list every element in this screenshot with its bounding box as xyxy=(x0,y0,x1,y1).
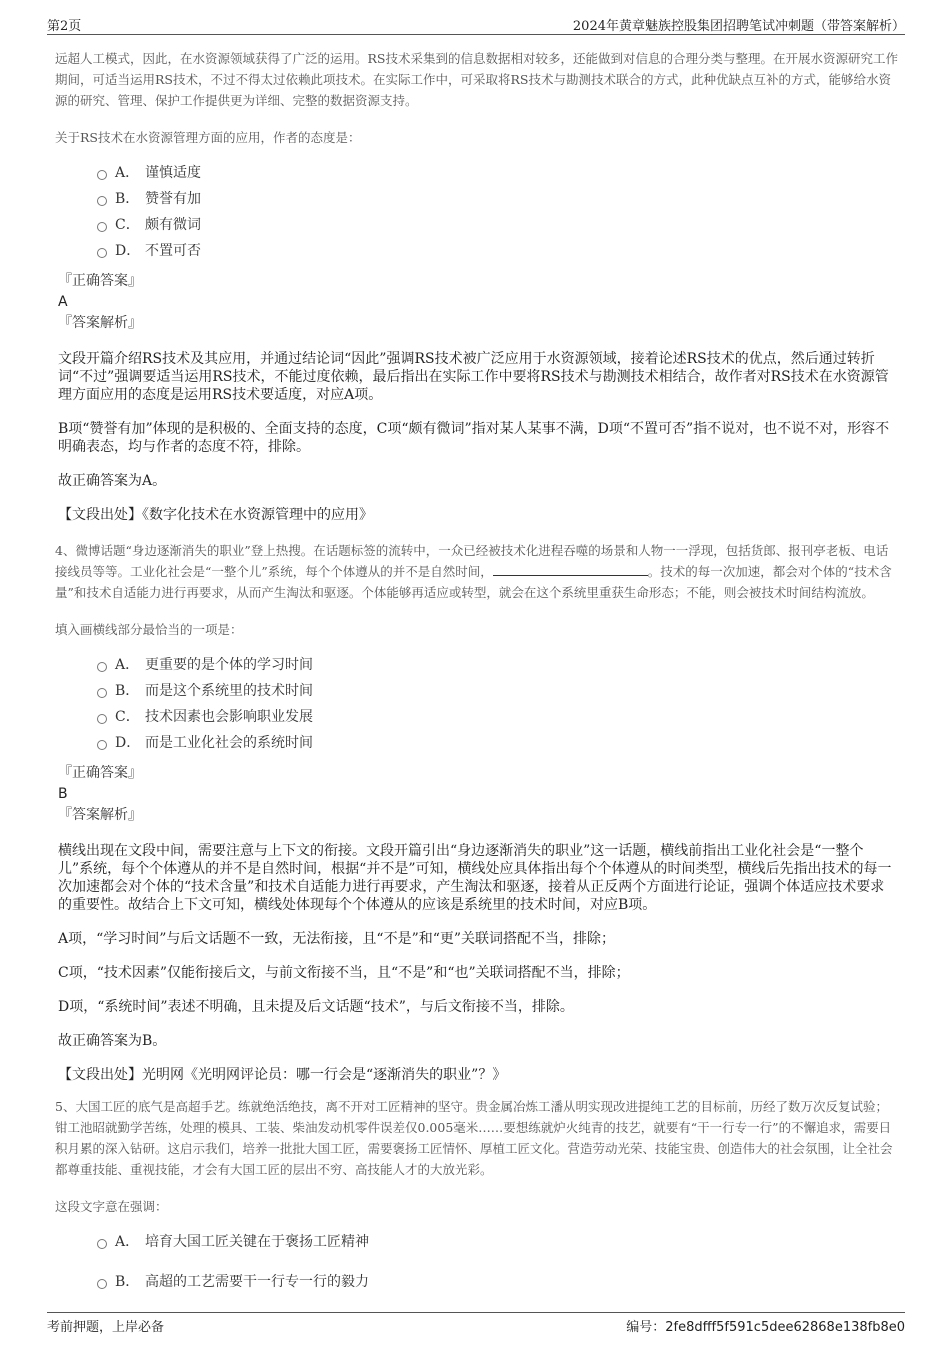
fill-blank xyxy=(493,563,648,576)
q4-analysis-2: A项，“学习时间”与后文话题不一致，无法衔接，且“不是”和“更”关联词搭配不当，排除； xyxy=(58,931,616,947)
q5-passage: 5、大国工匠的底气是高超手艺。练就绝活绝技，离不开对工匠精神的坚守。贵金属冶炼工潘从明实现改进提纯工艺的目标前，历经了数万次反复试验；钳工池昭就勤学苦练，处理的模具、工装、柴油发动机零件误差仅0.005毫米……要想练就炉火纯青的技艺，就要有“干一行专一行”的不懈追求，需要日积月累的深入钻研。这启示我们，培养一批批大国工匠，需要褒扬工匠情怀、厚植工匠文化。营造劳动光荣、技能宝贵、创造伟大的社会氛围，让全社会都尊重技能、重视技能，才会有大国工匠的层出不穷、高技能人才的大放光彩。 xyxy=(55,1099,893,1177)
radio-icon[interactable] xyxy=(97,1279,107,1289)
radio-icon[interactable] xyxy=(97,248,107,258)
radio-icon[interactable] xyxy=(97,170,107,180)
q4-options xyxy=(97,652,898,756)
q3-option-a[interactable]: A． 谨慎适度 xyxy=(97,160,898,186)
q4-option-a[interactable]: A． 更重要的是个体的学习时间 xyxy=(97,652,898,678)
q4-analysis-3: C项，“技术因素”仅能衔接后文，与前文衔接不当，且“不是”和“也”关联词搭配不当，排除； xyxy=(58,965,630,981)
q3-answer-label: 『正确答案』 xyxy=(58,273,142,289)
q3-source: 【文段出处】《数字化技术在水资源管理中的应用》 xyxy=(58,507,373,523)
q3-passage: 远超人工模式，因此，在水资源领域获得了广泛的运用。RS技术采集到的信息数据相对较多，还能做到对信息的合理分类与整理。在开展水资源研究工作期间，可适当运用RS技术，不过不得太过依赖此项技术。在实际工作中，可采取将RS技术与勘测技术联合的方式，此种优缺点互补的方式，能够给水资源的研究、管理、保护工作提供更为详细、完整的数据资源支持。 xyxy=(55,51,898,108)
page-header xyxy=(47,12,905,35)
q3-option-d[interactable]: D． 不置可否 xyxy=(97,238,898,264)
page-footer xyxy=(47,1312,905,1335)
q4-option-d[interactable]: D． 而是工业化社会的系统时间 xyxy=(97,730,898,756)
q4-passage: 4、微博话题“身边逐渐消失的职业”登上热搜。在话题标签的流转中，一众已经被技术化进程吞噬的场景和人物一一浮现，包括货郎、报刊亭老板、电话接线员等等。工业化社会是“一整个儿”系统，每个个体遵从的并不是自然时间， 。技术的每一次加速，都会对个体的“技术含量”和技术自适能力进行再要求，从而产生淘汰和驱逐。个体能够再适应或转型，就会在这个系统里重获生命形态；不能，则会被技术时间结构流放。 xyxy=(55,543,892,600)
q3-analysis-1: 文段开篇介绍RS技术及其应用，并通过结论词“因此”强调RS技术被广泛应用于水资源领域，接着论述RS技术的优点，然后通过转折词“不过”强调要适当运用RS技术，不能过度依赖，最后指出在实际工作中要将RS技术与勘测技术相结合，故作者对RS技术在水资源管理方面应用的态度是运用RS技术要适度，对应A项。 xyxy=(58,351,889,403)
q4-option-c[interactable]: C． 技术因素也会影响职业发展 xyxy=(97,704,898,730)
q4-source: 【文段出处】光明网《光明网评论员：哪一行会是“逐渐消失的职业”？》 xyxy=(58,1067,507,1083)
document-title: 2024年黄章魅族控股集团招聘笔试冲刺题（带答案解析） xyxy=(572,19,905,34)
q3-analysis-2: B项“赞誉有加”体现的是积极的、全面支持的态度，C项“颇有微词”指对某人某事不满，D项“不置可否”指不说对，也不说不对，形容不明确表态，均与作者的态度不符，排除。 xyxy=(58,421,890,455)
radio-icon[interactable] xyxy=(97,1239,107,1249)
q4-answer-label: 『正确答案』 xyxy=(58,765,142,781)
q3-analysis-label: 『答案解析』 xyxy=(58,315,142,331)
q4-analysis-5: 故正确答案为B。 xyxy=(58,1033,167,1049)
q4-answer: B xyxy=(58,786,68,802)
q3-options xyxy=(97,160,898,264)
footer-slogan: 考前押题，上岸必备 xyxy=(47,1320,165,1335)
page-number: 第2页 xyxy=(47,19,82,34)
radio-icon[interactable] xyxy=(97,662,107,672)
q5-option-b[interactable]: B． 高超的工艺需要干一行专一行的毅力 xyxy=(97,1269,898,1295)
radio-icon[interactable] xyxy=(97,740,107,750)
q4-analysis-1: 横线出现在文段中间，需要注意与上下文的衔接。文段开篇引出“身边逐渐消失的职业”这一话题，横线前指出工业化社会是“一整个儿”系统，每个个体遵从的并不是自然时间，根据“并不是”可知，横线处应具体指出每个个体遵从的时间类型，横线后先指出技术的每一次加速都会对个体的“技术含量”和技术自适能力进行再要求，产生淘汰和驱逐，接着从正反两个方面进行论证，强调个体适应技术要求的重要性。故结合上下文可知，横线处体现每个个体遵从的应该是系统里的技术时间，对应B项。 xyxy=(58,843,892,913)
radio-icon[interactable] xyxy=(97,222,107,232)
q3-option-c[interactable]: C． 颇有微词 xyxy=(97,212,898,238)
q4-analysis-4: D项，“系统时间”表述不明确，且未提及后文话题“技术”，与后文衔接不当，排除。 xyxy=(58,999,574,1015)
q4-option-b[interactable]: B． 而是这个系统里的技术时间 xyxy=(97,678,898,704)
q3-option-b[interactable]: B． 赞誉有加 xyxy=(97,186,898,212)
document-id: 编号：2fe8dfff5f591c5dee62868e138fb8e0 xyxy=(626,1320,905,1335)
q3-answer: A xyxy=(58,294,68,310)
radio-icon[interactable] xyxy=(97,688,107,698)
q4-analysis-label: 『答案解析』 xyxy=(58,807,142,823)
q4-question: 填入画横线部分最恰当的一项是： xyxy=(55,622,243,637)
q3-analysis-3: 故正确答案为A。 xyxy=(58,473,167,489)
q5-options xyxy=(97,1229,898,1295)
q5-question: 这段文字意在强调： xyxy=(55,1199,168,1214)
radio-icon[interactable] xyxy=(97,196,107,206)
q5-option-a[interactable]: A． 培育大国工匠关键在于褒扬工匠精神 xyxy=(97,1229,898,1255)
radio-icon[interactable] xyxy=(97,714,107,724)
q3-question: 关于RS技术在水资源管理方面的应用，作者的态度是： xyxy=(55,130,361,145)
page-content xyxy=(55,48,898,1301)
